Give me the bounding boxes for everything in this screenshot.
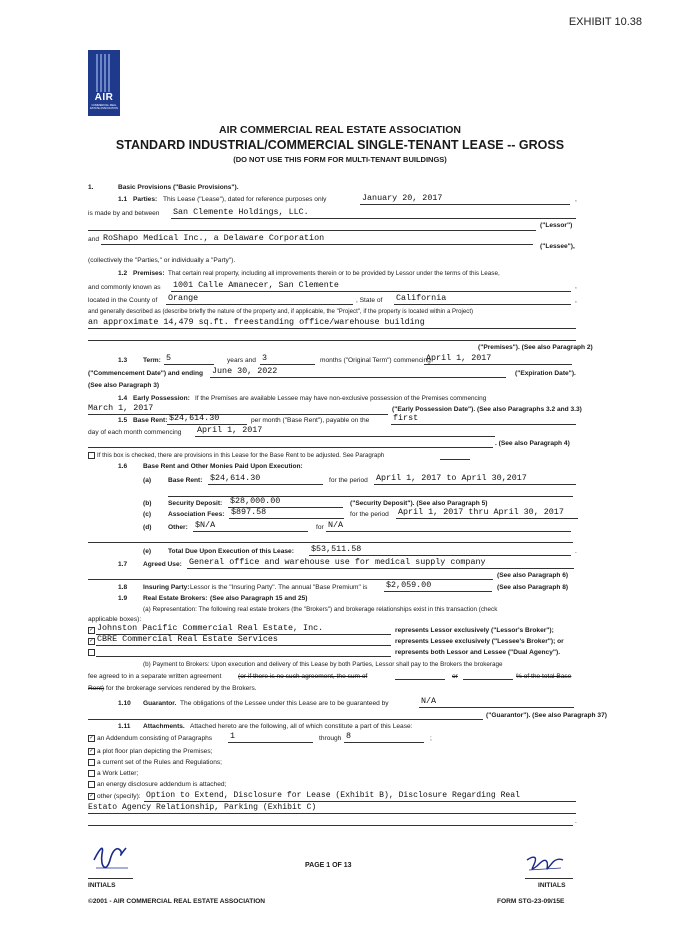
association-fees-field[interactable]: $897.58: [231, 507, 267, 517]
p1-7-label: Agreed Use:: [143, 561, 182, 568]
p1-6-title: Base Rent and Other Monies Paid Upon Execution:: [143, 463, 303, 470]
p1-9-number: 1.9: [118, 595, 128, 602]
state-field[interactable]: California: [396, 293, 447, 303]
payment-strike-2: or: [452, 673, 458, 680]
total-due-field[interactable]: $53,511.58: [311, 544, 362, 554]
logo-subtext: COMMERCIAL REAL ESTATE ASSOCIATION: [90, 104, 118, 110]
form-number: FORM STG-23-09/15E: [497, 898, 565, 905]
page-number: PAGE 1 OF 13: [305, 862, 352, 869]
addendum-from-field[interactable]: 1: [230, 731, 236, 741]
p1-2-label: Premises:: [133, 270, 165, 277]
lessor-broker-checkbox[interactable]: ✓: [89, 627, 94, 633]
p1-6-e-text: Total Due Upon Execution of this Lease:: [168, 548, 294, 555]
p1-9-label: Real Estate Brokers:: [143, 595, 208, 602]
describe-text: and generally described as (describe briefly the nature of the property and, if applicable, the "Project", if the property is located within a Project): [88, 308, 474, 315]
p1-2-text: That certain real property, including all improvements therein or to be provided by Lessor under the terms of this Lease,: [168, 270, 500, 277]
p1-6-d-label: (d): [143, 524, 152, 531]
lessor-broker-field[interactable]: Johnston Pacific Commercial Real Estate, Inc.: [97, 623, 324, 633]
security-deposit-field[interactable]: $28,000.00: [230, 496, 281, 506]
lessee-broker-role: represents Lessee exclusively ("Lessee's Broker"); or: [395, 638, 564, 645]
p1-6-c-label: (c): [143, 511, 152, 518]
initials-left-label: INITIALS: [88, 882, 116, 889]
p1-6-b-label: (b): [143, 500, 152, 507]
p1-3-label: Term:: [143, 357, 161, 364]
years-and-text: years and: [227, 357, 256, 364]
made-by-text: is made by and between: [88, 210, 160, 217]
term-months-field[interactable]: 3: [262, 353, 268, 363]
addendum-text: an Addendum consisting of Paragraphs: [97, 735, 213, 742]
lessee-tag: ("Lessee"),: [540, 243, 575, 250]
lessor-broker-role: represents Lessor exclusively ("Lessor's Broker");: [395, 627, 554, 634]
section-1-number: 1.: [88, 184, 94, 191]
other-for-field[interactable]: N/A: [328, 520, 344, 530]
lessee-initials-signature: [525, 852, 565, 878]
security-deposit-tag: ("Security Deposit"). (See also Paragraph 5): [350, 500, 488, 507]
payment-text-3: for the brokerage services rendered by the Brokers.: [106, 685, 257, 692]
p1-4-number: 1.4: [118, 395, 128, 402]
energy-checkbox[interactable]: [88, 781, 95, 788]
payment-strike-4: Rent): [88, 685, 105, 692]
commencement-tag: ("Commencement Date") and ending: [88, 370, 204, 377]
section-1-title: Basic Provisions ("Basic Provisions").: [118, 184, 239, 191]
commencement-date-field[interactable]: April 1, 2017: [426, 353, 492, 363]
rent-see: . (See also Paragraph 4): [495, 440, 570, 447]
work-letter-checkbox[interactable]: [88, 770, 95, 777]
p1-10-label: Guarantor.: [143, 700, 177, 707]
p1-2-number: 1.2: [118, 270, 128, 277]
paid-base-rent-period-field[interactable]: April 1, 2017 to April 30,2017: [376, 473, 527, 483]
rent-commencing-field[interactable]: April 1, 2017: [197, 425, 263, 435]
rent-adjust-checkbox[interactable]: [88, 452, 95, 459]
addendum-checkbox[interactable]: ✓: [89, 735, 94, 741]
day-text: day of each month commencing: [88, 429, 182, 436]
base-rent-field[interactable]: $24,614.30: [169, 413, 220, 423]
other-specify-line-2[interactable]: Estato Agency Relationship, Parking (Exhibit C): [88, 803, 317, 812]
p1-7-number: 1.7: [118, 561, 128, 568]
exhibit-label: EXHIBIT 10.38: [568, 16, 642, 28]
base-premium-field[interactable]: $2,059.00: [386, 580, 432, 590]
building-icon: [96, 54, 112, 92]
months-text: months ("Original Term") commencing: [320, 357, 431, 364]
p1-6-d-text: Other:: [168, 524, 188, 531]
lessee-broker-checkbox[interactable]: ✓: [89, 638, 94, 644]
rent-adjust-text: If this box is checked, there are provisions in this Lease for the Base Rent to be adjusted. See Paragraph: [97, 452, 385, 459]
guarantor-tag: ("Guarantor"). (See also Paragraph 37): [486, 712, 607, 719]
p1-4-text: If the Premises are available Lessee may have non-exclusive possession of the Premises commencing: [195, 395, 487, 402]
p1-8-number: 1.8: [118, 584, 128, 591]
logo-text: AIR: [94, 92, 114, 103]
form-subtitle: (DO NOT USE THIS FORM FOR MULTI-TENANT BUILDINGS): [233, 155, 447, 164]
p1-11-number: 1.11: [118, 723, 131, 730]
p1-11-text: Attached hereto are the following, all of which constitute a part of this Lease:: [190, 723, 413, 730]
p1-10-number: 1.10: [118, 700, 131, 707]
lessee-name-field[interactable]: RoShapo Medical Inc., a Delaware Corporation: [103, 233, 325, 243]
payment-strike-3: % of the total Base: [516, 673, 572, 680]
insuring-see: (See also Paragraph 8): [497, 584, 569, 591]
guarantor-field[interactable]: N/A: [421, 696, 437, 706]
p1-6-d-for: for: [316, 524, 324, 531]
p1-6-number: 1.6: [118, 463, 128, 470]
p1-1-label: Parties:: [133, 196, 158, 203]
p1-9-text: (See also Paragraph 15 and 25): [210, 595, 308, 602]
rules-checkbox[interactable]: [88, 759, 95, 766]
addendum-through-field[interactable]: 8: [346, 731, 352, 741]
p1-6-a-text: Base Rent:: [168, 477, 203, 484]
air-logo: [88, 50, 120, 116]
state-label: , State of: [356, 297, 383, 304]
p1-8-text: Lessor is the "Insuring Party". The annual "Base Premium" is: [190, 584, 368, 591]
p1-6-a-label: (a): [143, 477, 152, 484]
association-heading: AIR COMMERCIAL REAL ESTATE ASSOCIATION: [219, 124, 461, 136]
p1-6-e-label: (e): [143, 548, 152, 555]
premises-address-field[interactable]: 1001 Calle Amanecer, San Clemente: [173, 280, 339, 290]
dual-agency-checkbox[interactable]: [88, 649, 95, 656]
p1-6-b-text: Security Deposit:: [168, 500, 223, 507]
rules-text: a current set of the Rules and Regulations;: [97, 759, 222, 766]
term-years-field[interactable]: 5: [166, 353, 172, 363]
lessor-tag: ("Lessor"): [540, 222, 573, 229]
work-letter-text: a Work Letter;: [97, 770, 139, 777]
p1-5-label: Base Rent:: [133, 417, 168, 424]
floor-plan-checkbox[interactable]: ✓: [89, 748, 94, 754]
p1-8-label: Insuring Party:: [143, 584, 190, 591]
through-label: through: [319, 735, 342, 742]
p1-6-c-text: Association Fees:: [168, 511, 225, 518]
and-text: and: [88, 236, 100, 243]
p1-5-number: 1.5: [118, 417, 128, 424]
lessor-initials-signature: [90, 838, 132, 876]
p1-10-text: The obligations of the Lessee under this Lease are to be guaranteed by: [180, 700, 389, 707]
expiration-date-field[interactable]: June 30, 2022: [212, 366, 278, 376]
payment-strike-1: (or if there is no such agreement, the sum of: [238, 673, 368, 680]
other-text: other (specify):: [97, 793, 141, 800]
association-fees-period-field[interactable]: April 1, 2017 thru April 30, 2017: [398, 507, 564, 517]
agreed-use-see: (See also Paragraph 6): [497, 572, 569, 579]
county-label: located in the County of: [88, 297, 158, 304]
term-see: (See also Paragraph 3): [88, 382, 160, 389]
base-rent-text: per month ("Base Rent"), payable on the: [251, 417, 370, 424]
other-checkbox[interactable]: ✓: [89, 793, 94, 799]
p1-6-c-period-text: for the period: [350, 511, 389, 518]
energy-text: an energy disclosure addendum is attached;: [97, 781, 227, 788]
agreed-use-field[interactable]: General office and warehouse use for medical supply company: [189, 557, 486, 567]
initials-right-label: INITIALS: [538, 882, 566, 889]
floor-plan-text: a plot floor plan depicting the Premises;: [97, 748, 213, 755]
lessor-name-field[interactable]: San Clemente Holdings, LLC.: [173, 207, 309, 217]
p1-4-label: Early Possession:: [133, 395, 190, 402]
p1-1-number: 1.1: [118, 196, 128, 203]
other-amount-field[interactable]: $N/A: [195, 520, 216, 530]
premises-description-field[interactable]: an approximate 14,479 sq.ft. freestanding office/warehouse building: [88, 317, 425, 327]
lease-date-field[interactable]: January 20, 2017: [362, 193, 443, 203]
parties-note: (collectively the "Parties," or individually a "Party").: [88, 257, 236, 264]
representation-text-2: applicable boxes):: [88, 616, 142, 623]
payment-to-brokers-text: (b) Payment to Brokers: Upon execution and delivery of this Lease by both Parties, Lessor shall pay to the Brokers the brokerage: [143, 661, 503, 668]
other-specify-line-1[interactable]: Option to Extend, Disclosure for Lease (Exhibit B), Disclosure Regarding Real: [146, 791, 520, 800]
known-as-text: and commonly known as: [88, 284, 161, 291]
p1-1-text: This Lease ("Lease"), dated for reference purposes only: [163, 196, 327, 203]
lessee-broker-field[interactable]: CBRE Commercial Real Estate Services: [97, 634, 278, 644]
premises-tag: ("Premises"). (See also Paragraph 2): [478, 344, 593, 351]
copyright: ©2001 - AIR COMMERCIAL REAL ESTATE ASSOCIATION: [88, 898, 266, 905]
paid-base-rent-field[interactable]: $24,614.30: [210, 473, 261, 483]
early-possession-field[interactable]: March 1, 2017: [88, 403, 154, 413]
p1-6-a-period-text: for the period: [329, 477, 368, 484]
payable-day-field[interactable]: first: [393, 413, 419, 423]
county-field[interactable]: Orange: [168, 293, 199, 303]
early-possession-tag: ("Early Possession Date"). (See also Paragraphs 3.2 and 3.3): [392, 406, 582, 413]
representation-text: (a) Representation: The following real estate brokers (the "Brokers") and brokerage relationships exist in this transaction (check: [143, 606, 498, 613]
dual-agency-role: represents both Lessor and Lessee ("Dual Agency").: [395, 649, 561, 656]
payment-text-2: fee agreed to in a separate written agreement: [88, 673, 222, 680]
p1-3-number: 1.3: [118, 357, 128, 364]
expiration-tag: ("Expiration Date").: [515, 370, 576, 377]
form-title: STANDARD INDUSTRIAL/COMMERCIAL SINGLE-TENANT LEASE -- GROSS: [115, 138, 565, 152]
p1-11-label: Attachments.: [143, 723, 185, 730]
